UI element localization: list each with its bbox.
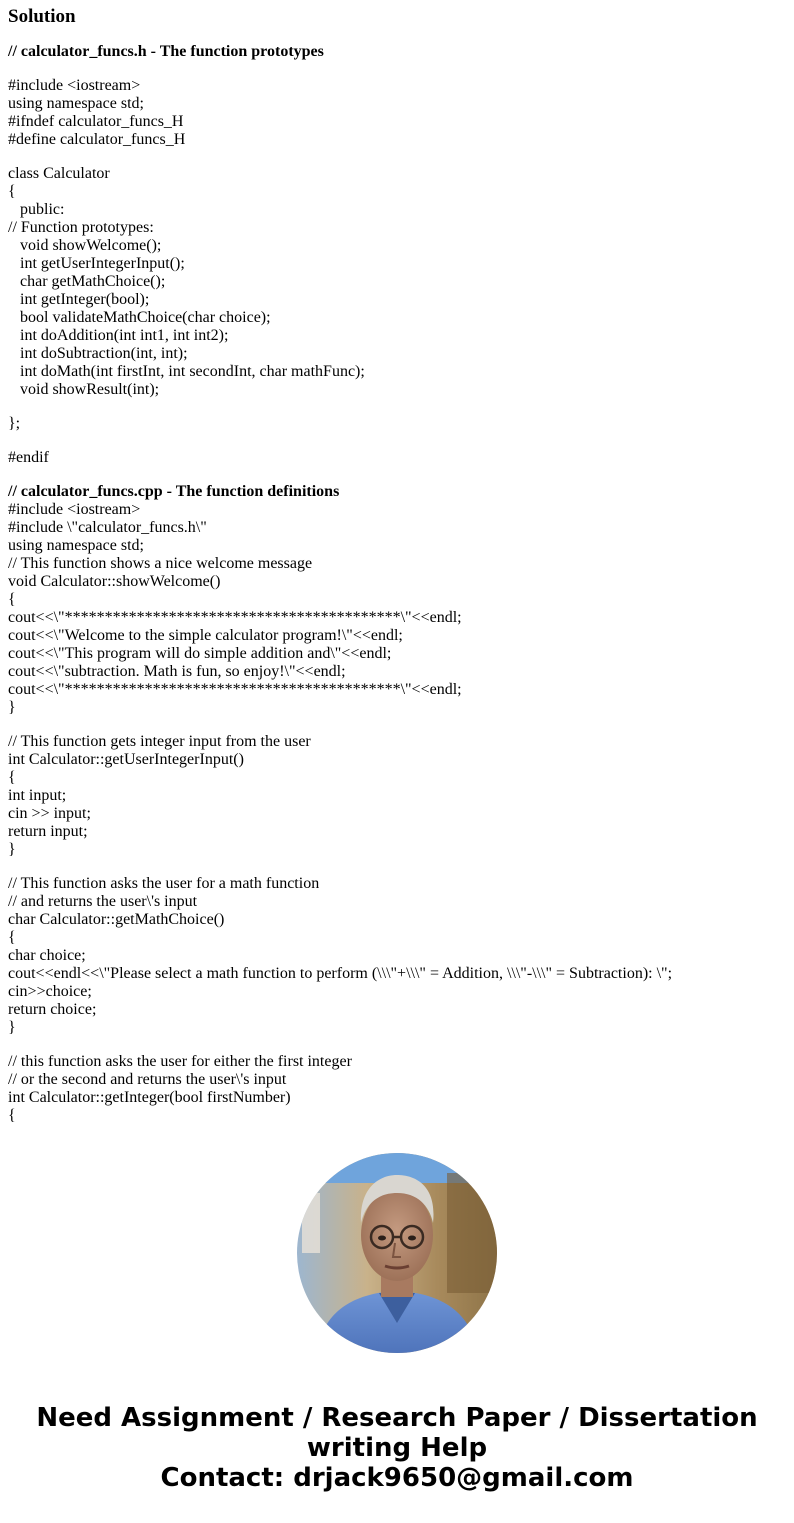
code-line: char Calculator::getMathChoice()	[8, 911, 225, 928]
code-line: void showWelcome();	[8, 237, 162, 254]
code-line: #define calculator_funcs_H	[8, 131, 186, 148]
footer-contact-line[interactable]: Contact: drjack9650@gmail.com	[160, 1463, 634, 1493]
code-line: // and returns the user\'s input	[8, 893, 198, 910]
code-line: return choice;	[8, 1001, 97, 1018]
code-line: cout<<\"subtraction. Math is fun, so enjoy!\"<<endl;	[8, 663, 346, 680]
code-line: int Calculator::getInteger(bool firstNumber)	[8, 1089, 291, 1106]
code-line: {	[8, 769, 16, 786]
source-getinteger-block	[8, 1053, 788, 1125]
code-line: char getMathChoice();	[8, 273, 166, 290]
code-line: cin >> input;	[8, 805, 91, 822]
code-line: #endif	[8, 449, 49, 466]
author-portrait-photo	[297, 1153, 497, 1353]
code-line: #include <iostream>	[8, 501, 141, 518]
footer-line-1: Need Assignment / Research Paper / Dissertation	[36, 1403, 758, 1433]
code-line: int getUserIntegerInput();	[8, 255, 185, 272]
author-avatar	[297, 1153, 497, 1353]
code-line: // or the second and returns the user\'s input	[8, 1071, 287, 1088]
code-line: cout<<\"This program will do simple addition and\"<<endl;	[8, 645, 392, 662]
code-line: {	[8, 929, 16, 946]
code-line: class Calculator	[8, 165, 110, 182]
code-line: }	[8, 699, 16, 716]
source-file-heading: // calculator_funcs.cpp - The function definitions	[8, 483, 340, 500]
code-line: bool validateMathChoice(char choice);	[8, 309, 271, 326]
header-includes-block	[8, 77, 788, 149]
source-input-block	[8, 733, 788, 859]
code-line: #ifndef calculator_funcs_H	[8, 113, 184, 130]
code-line: // This function gets integer input from the user	[8, 733, 311, 750]
code-line: cout<<endl<<\"Please select a math function to perform (\\\"+\\\" = Addition, \\\"-\\\" = Subtraction): \";	[8, 965, 673, 982]
code-line: int doSubtraction(int, int);	[8, 345, 188, 362]
document-body	[8, 0, 788, 1125]
source-welcome-block	[8, 501, 788, 717]
code-line: public:	[8, 201, 65, 218]
code-line: #include \"calculator_funcs.h\"	[8, 519, 207, 536]
code-line: cout<<\"******************************************\"<<endl;	[8, 609, 462, 626]
code-line: int doMath(int firstInt, int secondInt, char mathFunc);	[8, 363, 365, 380]
code-line: };	[8, 415, 21, 432]
code-line: cin>>choice;	[8, 983, 92, 1000]
source-mathchoice-block	[8, 875, 788, 1037]
header-class-block	[8, 165, 788, 399]
code-line: // this function asks the user for either the first integer	[8, 1053, 352, 1070]
code-line: void Calculator::showWelcome()	[8, 573, 221, 590]
page-title: Solution	[8, 6, 76, 27]
header-endif-block	[8, 449, 788, 467]
code-line: int doAddition(int int1, int int2);	[8, 327, 229, 344]
code-line: using namespace std;	[8, 537, 144, 554]
code-line: cout<<\"******************************************\"<<endl;	[8, 681, 462, 698]
code-line: // Function prototypes:	[8, 219, 154, 236]
code-line: char choice;	[8, 947, 86, 964]
code-line: }	[8, 841, 16, 858]
footer-contact-banner	[0, 1403, 794, 1493]
code-line: // This function shows a nice welcome message	[8, 555, 313, 572]
footer-line-2: writing Help	[306, 1433, 488, 1463]
code-line: int input;	[8, 787, 67, 804]
code-line: #include <iostream>	[8, 77, 141, 94]
header-file-heading: // calculator_funcs.h - The function prototypes	[8, 43, 324, 60]
code-line: void showResult(int);	[8, 381, 160, 398]
code-line: cout<<\"Welcome to the simple calculator program!\"<<endl;	[8, 627, 403, 644]
code-line: {	[8, 183, 16, 200]
header-class-end-block	[8, 415, 788, 433]
code-line: using namespace std;	[8, 95, 144, 112]
code-line: // This function asks the user for a math function	[8, 875, 320, 892]
code-line: {	[8, 591, 16, 608]
code-line: {	[8, 1107, 16, 1124]
code-line: }	[8, 1019, 16, 1036]
code-line: return input;	[8, 823, 88, 840]
code-line: int getInteger(bool);	[8, 291, 150, 308]
code-line: int Calculator::getUserIntegerInput()	[8, 751, 244, 768]
